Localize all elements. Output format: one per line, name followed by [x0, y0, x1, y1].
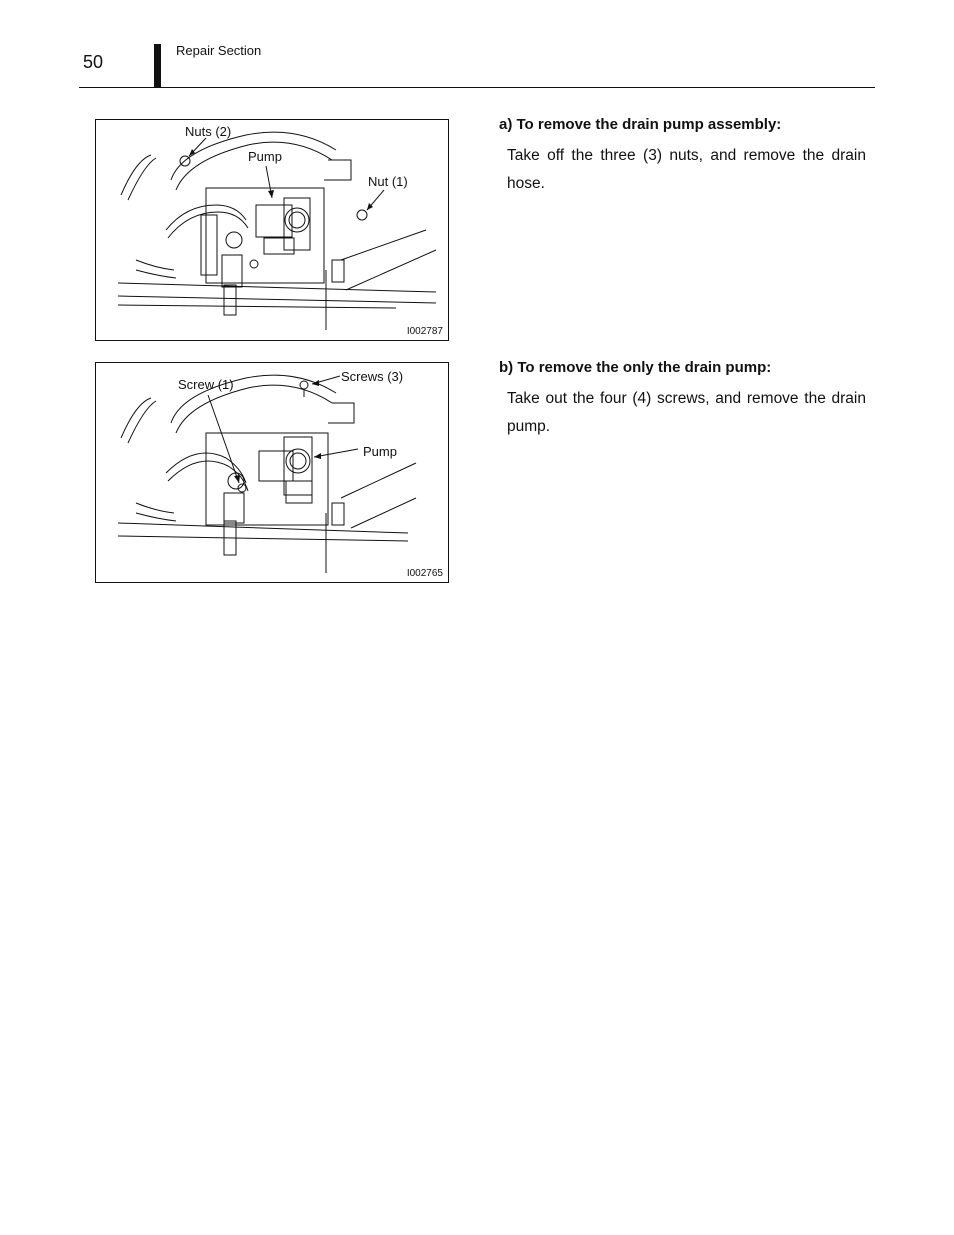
- page-number: 50: [83, 52, 104, 72]
- step-body: Take off the three (3) nuts, and remove the drain hose.: [507, 147, 866, 192]
- label-nut: Nut (1): [368, 174, 408, 189]
- label-screw: Screw (1): [178, 377, 234, 392]
- figure-id: I002787: [406, 326, 443, 337]
- header-rule: [79, 87, 875, 88]
- label-pump: Pump: [248, 149, 282, 164]
- label-screws: Screws (3): [341, 369, 404, 384]
- section-title: Repair Section: [176, 43, 262, 58]
- header-bar: [154, 44, 161, 88]
- step-remove-pump: [499, 358, 866, 441]
- step-body: Take out the four (4) screws, and remove the drain pump.: [507, 390, 866, 435]
- figure-drain-pump: [95, 362, 449, 583]
- step-remove-assembly: [499, 115, 866, 198]
- step-heading: b) To remove the only the drain pump:: [499, 359, 772, 376]
- figure-drain-pump-assembly: [95, 119, 449, 341]
- label-nuts: Nuts (2): [185, 124, 232, 139]
- label-pump: Pump: [363, 444, 397, 459]
- drain-pump-illustration: [96, 363, 448, 582]
- figure-id: I002765: [406, 568, 443, 579]
- step-heading: a) To remove the drain pump assembly:: [499, 116, 782, 133]
